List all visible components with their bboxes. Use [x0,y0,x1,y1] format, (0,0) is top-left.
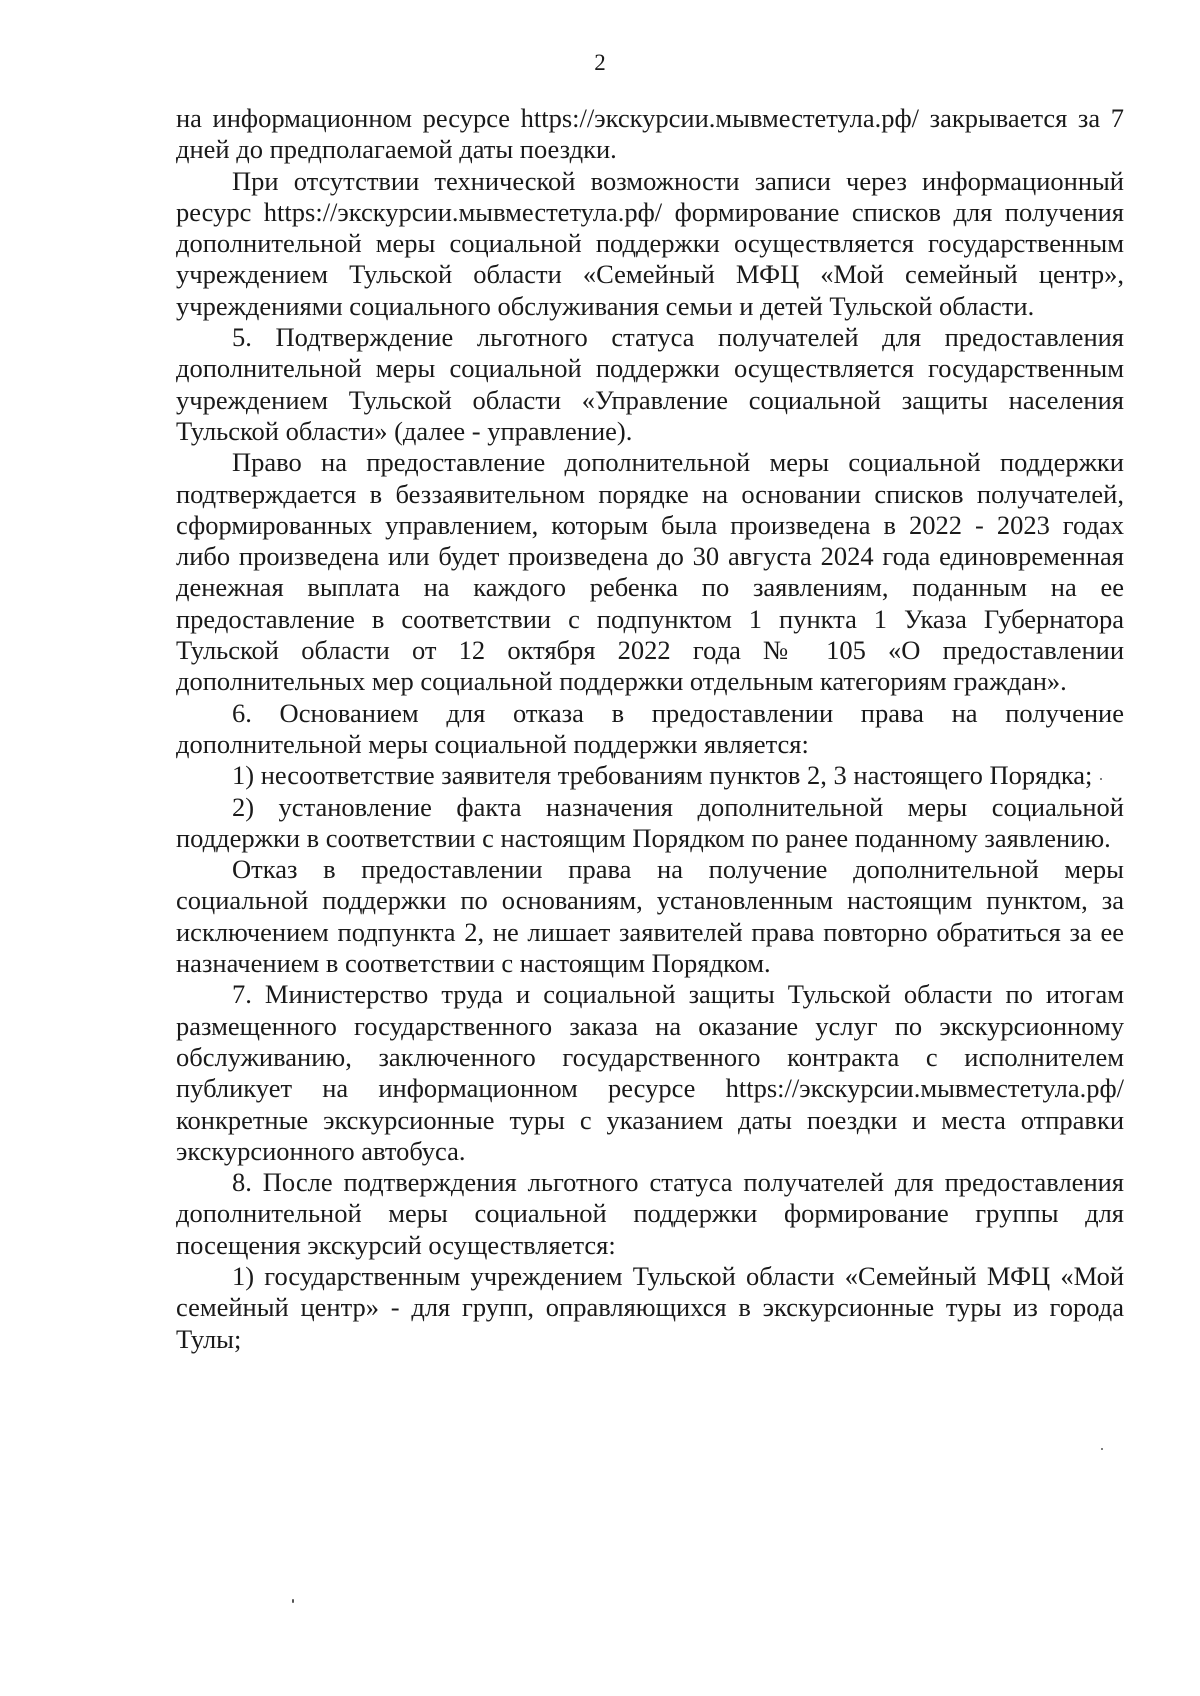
paragraph-item-6: 6. Основанием для отказа в предоставлении права на получение дополнительной меры социальной поддержки является: [176,697,1124,759]
paragraph-item-7: 7. Министерство труда и социальной защиты Тульской области по итогам размещенного государственного заказа на оказание услуг по экскурсионному обслуживанию, заключенного государственного контракта с исполнителем публикует на информационном ресурсе https://экскурсии.мывместетула.рф/ конкретные экскурсионные туры с указанием даты поездки и места отправки экскурсионного автобуса. [176,979,1124,1166]
paragraph-item-8: 8. После подтверждения льготного статуса получателей для предоставления дополнительной меры социальной поддержки формирование группы для посещения экскурсий осуществляется: [176,1167,1124,1260]
scan-speck [1101,1448,1103,1450]
paragraph-item-6-sub-1: 1) несоответствие заявителя требованиям пунктов 2, 3 настоящего Порядка; [232,760,1093,791]
page-number: 2 [594,50,606,75]
document-body [176,103,1124,1355]
paragraph-item-6-sub-2: 2) установление факта назначения дополнительной меры социальной поддержки в соответствии с настоящим Порядком по ранее поданному заявлению. [176,791,1124,853]
paragraph-registration-close: на информационном ресурсе https://экскурсии.мывместетула.рф/ закрывается за 7 дней до предполагаемой даты поездки. [176,103,1124,165]
paragraph-refusal: Отказ в предоставлении права на получение дополнительной меры социальной поддержки по основаниям, установленным настоящим пунктом, за исключением подпункта 2, не лишает заявителей права повторно обратиться за ее назначением в соответствии с настоящим Порядком. [176,854,1124,979]
scan-speck [1100,778,1102,780]
scan-speck [292,1599,294,1603]
paragraph-item-5: 5. Подтверждение льготного статуса получателей для предоставления дополнительной меры социальной поддержки осуществляется государственным учреждением Тульской области «Управление социальной защиты населения Тульской области» (далее - управление). [176,322,1124,446]
paragraph-right-confirmation: Право на предоставление дополнительной меры социальной поддержки подтверждается в беззаявительном порядке на основании списков получателей, сформированных управлением, которым была произведена в 2022 - 2023 годах либо произведена или будет произведена до 30 августа 2024 года единовременная денежная выплата на каждого ребенка по заявлениям, поданным на ее предоставление в соответствии с подпунктом 1 пункта 1 Указа Губернатора Тульской области от 12 октября 2022 года № 105 «О предоставлении дополнительных мер социальной поддержки отдельным категориям граждан». [176,447,1124,697]
paragraph-no-technical-possibility: При отсутствии технической возможности записи через информационный ресурс https://экскурсии.мывместетула.рф/ формирование списков для получения дополнительной меры социальной поддержки осуществляется государственным учреждением Тульской области «Семейный МФЦ «Мой семейный центр», учреждениями социального обслуживания семьи и детей Тульской области. [176,165,1124,321]
paragraph-item-8-sub-1: 1) государственным учреждением Тульской области «Семейный МФЦ «Мой семейный центр» - для групп, оправляющихся в экскурсионные туры из города Тулы; [176,1260,1124,1354]
